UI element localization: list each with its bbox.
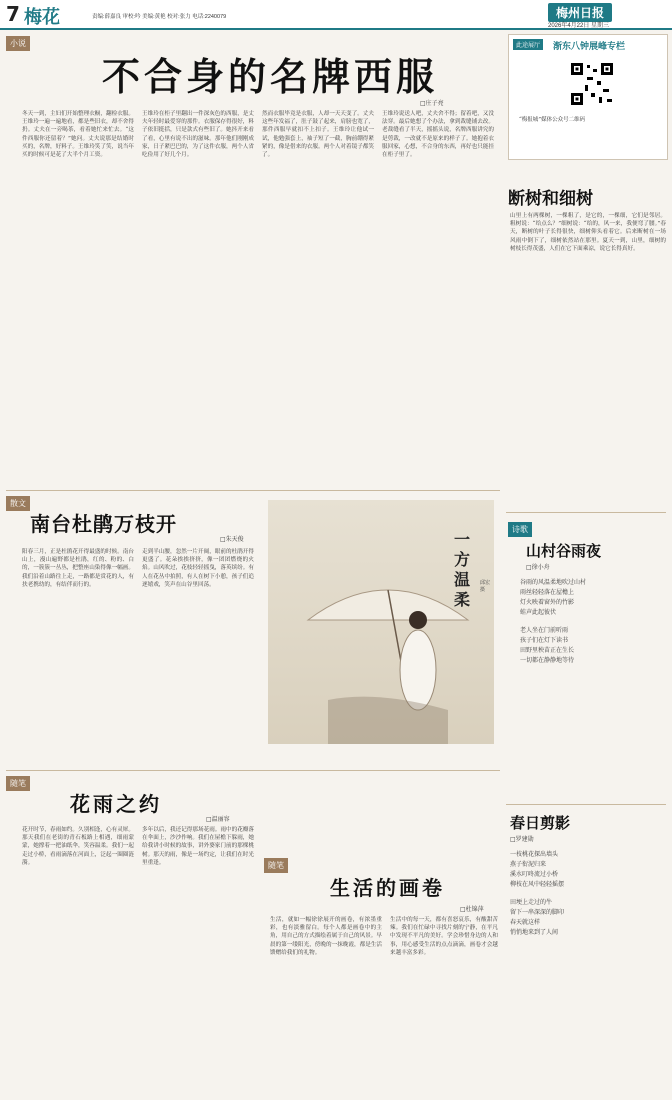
article-title: 南台杜鹃万枝开 <box>30 512 177 536</box>
poem-line: 田野里秧苗正在生长 <box>520 647 575 654</box>
article-column: 王维玲说送人吧，丈夫舍不得；留着吧，又没法穿。最后她想了个办法，拿到裁缝铺去改。老裁缝看了半天，摇摇头说，名牌西服讲究的是剪裁，一改就不是原来的样子了。她抱着衣服回家，心想，不合身的东西，再好也只能挂在柜子里了。 <box>382 111 494 159</box>
article-author: □杜锦萍 <box>460 906 484 913</box>
article-column: 生活中的每一天，都有喜怒哀乐，有酸甜苦辣。我们在忙碌中寻找片刻的宁静，在平凡中发现不平凡的美好。学会珍惜身边的人和事，用心感受生活的点点滴滴，画卷才会越来越丰富多彩。 <box>390 917 498 956</box>
article-column: 多年以后，我还记得那场花雨。雨中的花瓣落在伞面上，沙沙作响。我们在屋檐下躲雨，她给我讲小时候的故事，讲外婆家门前的那棵桃树。那天的雨，像是一场约定，让我们在时光里重逢。 <box>142 827 254 866</box>
poem-line: 柳枝在风中轻轻摇摆 <box>510 881 565 888</box>
qr-caption: “梅报城”媒体公众号二维码 <box>519 117 586 123</box>
poem-line: 老人坐在门前听雨 <box>520 627 569 634</box>
article-title: 生活的画卷 <box>330 876 445 900</box>
issue-date: 2026年4月22日 星期三 <box>548 23 610 29</box>
article-column: 王维玲在柜子里翻出一件深灰色的西服，是丈夫年轻时最爱穿的那件。衣服保存得很好，料子依旧挺括，只是款式有些旧了。她抖开来看了看，心里有说不出的滋味。那年他们刚刚成家，日子紧巴巴的，为了这件衣服，两个人省吃俭用了好几个月。 <box>142 111 254 159</box>
poem-line: 春天就这样 <box>510 919 541 926</box>
poem-line: 悄悄地来到了人间 <box>510 929 559 936</box>
page-number: 7 <box>6 2 20 26</box>
page-header <box>0 0 672 30</box>
poem-line: 谷雨的风温柔地吹过山村 <box>520 579 587 586</box>
poem-line: 留下一串深深的脚印 <box>510 909 565 916</box>
qr-code-icon <box>569 61 615 107</box>
article-column: 阳春三月，正是杜鹃花开得最盛的时候。南台山上，漫山遍野都是杜鹃，红的、粉的、白的，一簇簇一丛丛，把整座山染得像一幅画。我们沿着山路往上走，一路都是赏花的人，有扶老携幼的，有结伴而行的。 <box>22 549 134 588</box>
section-title: 梅花 <box>24 7 60 28</box>
article-author: □庄子亮 <box>420 100 444 107</box>
poem-line: 蛙声此起彼伏 <box>520 609 557 616</box>
section-tag-jottings: 随笔 <box>6 776 30 791</box>
poem-body <box>510 850 660 938</box>
section-tag-poetry: 诗歌 <box>508 522 532 537</box>
ad-title: 渐东八钟展峰专栏 <box>553 42 626 52</box>
poem-line: 一切都在静静地等待 <box>520 657 575 664</box>
section-tag-essay: 散文 <box>6 496 30 511</box>
ad-box <box>508 34 668 160</box>
poem-line: 田埂上走过的牛 <box>510 899 553 906</box>
article-author: □温丽容 <box>206 816 230 823</box>
article-author: □朱天俊 <box>220 536 244 543</box>
divider <box>6 490 500 491</box>
ad-badge: 此途展厅 <box>513 39 543 50</box>
poem-line: 溪水叮咚流过小桥 <box>510 871 559 878</box>
photo-caption: 邱宏 摄 <box>480 580 491 593</box>
poem-line: 一枝桃花探出墙头 <box>510 851 559 858</box>
poem-author: □徐小舟 <box>526 564 550 571</box>
right-article-title: 断树和细树 <box>508 189 593 209</box>
poem-title: 山村谷雨夜 <box>526 542 602 560</box>
poem-title: 春日剪影 <box>510 814 571 832</box>
article-column: 走到半山腰，忽然一片开阔，眼前的杜鹃开得更盛了。花朵挨挨挤挤，像一团团燃烧的火焰。山风吹过，花枝轻轻摇曳，落英缤纷。有人在花丛中拍照，有人在树下小憩，孩子们追逐嬉戏，笑声在山谷里回荡。 <box>142 549 254 588</box>
divider <box>506 512 666 513</box>
poem-line: 灯火映着窗外的竹影 <box>520 599 575 606</box>
article-column: 花开时节，春雨如约。久别相逢，心有灵犀。那天我们在老街的青石板路上相遇，细雨蒙蒙，她撑着一把油纸伞，笑容温柔。我们一起走过小桥，看雨滴落在河面上，泛起一圈圈涟漪。 <box>22 827 134 866</box>
poem-stanza-break <box>520 618 660 626</box>
poem-line: 雨丝轻轻落在屋檐上 <box>520 589 575 596</box>
article-column: 冬天一到，主妇们开始整理衣橱，翻检衣服。王维玲一遍一遍地看，都是些旧衣，却不舍得扔。丈夫在一旁喝茶，看着她忙来忙去。“这件西服你还留着？”她问。丈夫说那是结婚时买的，名牌，好料子。王维玲笑了笑，说当年买的时候可是花了大半个月工资。 <box>22 111 134 159</box>
newspaper-logo: 梅州日报 <box>548 3 612 22</box>
divider <box>506 804 666 805</box>
section-tag-jottings: 随笔 <box>264 858 288 873</box>
poem-line: 燕子衔泥归来 <box>510 861 547 868</box>
article-title: 不合身的名牌西服 <box>101 55 438 99</box>
editor-credits: 责编:薛嘉良 审校:吟 美编:黄艳 校对:张力 电话:2240079 <box>92 14 227 20</box>
article-title: 花雨之约 <box>70 792 162 816</box>
article-column: 然而衣服毕竟是衣服，人却一天天变了。丈夫这些年发福了，肚子鼓了起来，肩膀也宽了，那件西服早就扣不上扣子。王维玲让他试一试，他勉强套上，袖子短了一截，胸前绷得紧紧的，像是借来的衣服。两个人对着镜子都笑了。 <box>262 111 374 159</box>
divider <box>6 770 500 771</box>
poem-author: □罗建勋 <box>510 836 534 843</box>
section-tag-novel: 小说 <box>6 36 30 51</box>
poem-body <box>520 578 660 666</box>
poem-stanza-break <box>510 890 660 898</box>
poem-line: 孩子们在灯下读书 <box>520 637 569 644</box>
article-column: 生活，就如一幅徐徐展开的画卷，有浓墨重彩，也有淡雅留白。每个人都是画卷中的主角，用自己的方式描绘着属于自己的风景。早晨的第一缕阳光，傍晚的一抹晚霞，都是生活馈赠给我们的礼物。 <box>270 917 382 956</box>
photo-umbrella-girl <box>268 500 494 744</box>
right-article-body: 山里上有两棵树，一棵粗了，是它的，一棵细，它们是邻居。粗树说：“给点么？”细树说：“给的，风一来，我便弯了腰。”春天，断树的叶子长得很快，细树仰头看着它。后来断树在一场风雨中倒下了，细树依然站在那里。夏天一到，山里，细树的树枝长得茂盛，人们在它下面乘凉，说它长得真好。 <box>510 213 666 252</box>
photo-title: 一方温柔 <box>454 530 471 609</box>
